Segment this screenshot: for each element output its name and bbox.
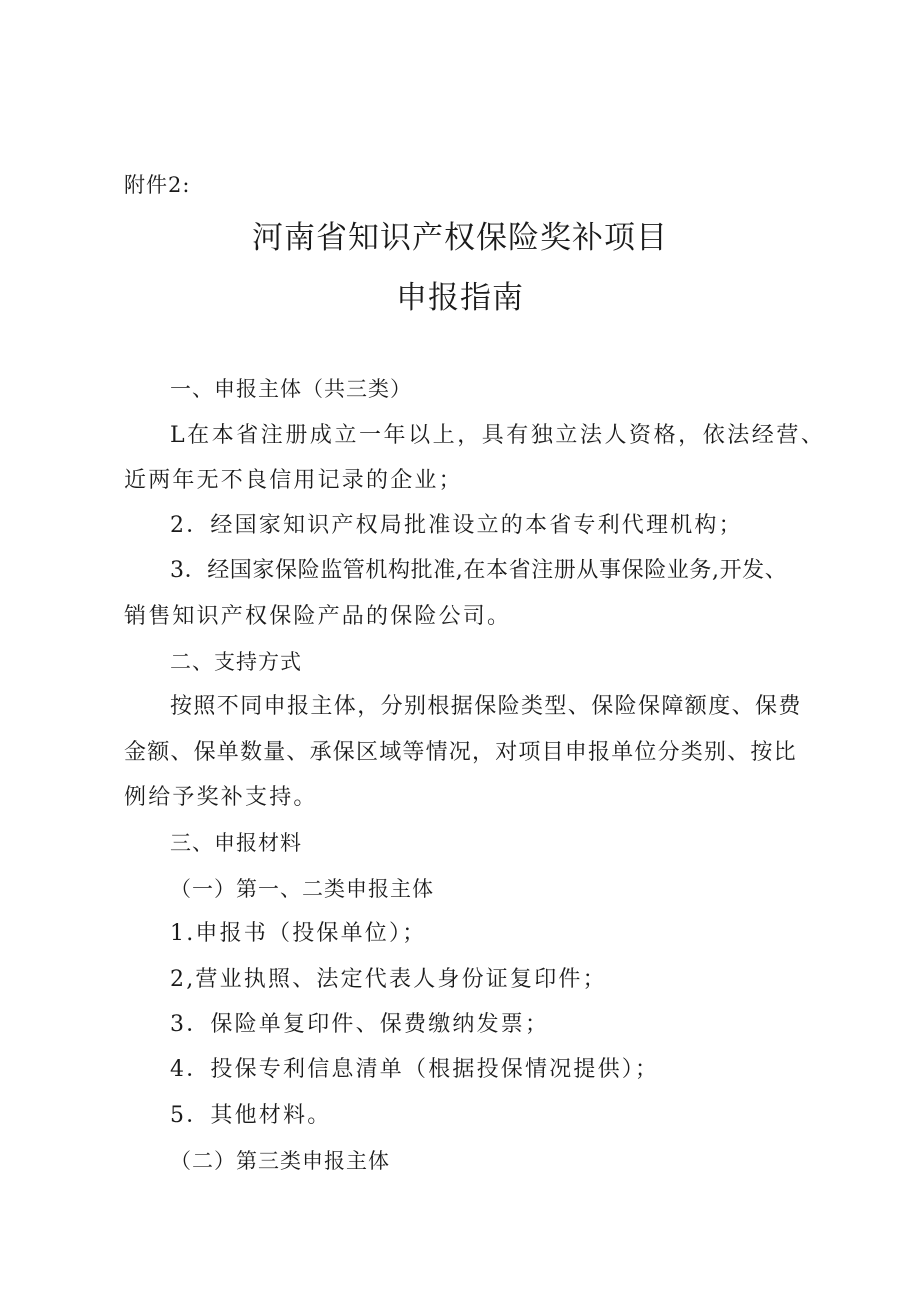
section-1-item-1-line-1 (170, 421, 826, 451)
document-subtitle: 申报指南 (396, 280, 524, 316)
section-3-sub-2-heading: （二）第三类申报主体 (170, 1149, 390, 1173)
section-2-para-line-3: 例给予奖补支持。 (124, 785, 318, 810)
section-3-sub-1-item-2: 2,营业执照、法定代表人身份证复印件； (170, 967, 607, 992)
section-3-sub-1-heading: （一）第一、二类申报主体 (170, 877, 434, 901)
section-3-heading: 三、申报材料 (170, 831, 302, 855)
section-1-heading: 一、申报主体（共三类） (170, 377, 412, 401)
section-1-item-1-text: L在本省注册成立一年以上，具有独立法人资格，依法经营、 (170, 423, 826, 448)
section-2-para-line-2: 金额、保单数量、承保区域等情况，对项目申报单位分类别、按比 (124, 740, 797, 765)
section-1-item-3-line-1: 3．经国家保险监管机构批准,在本省注册从事保险业务,开发、 (170, 558, 788, 583)
attachment-label: 附件2: (124, 173, 191, 197)
section-1-item-1-line-2: 近两年无不良信用记录的企业； (124, 468, 463, 493)
section-2-para-line-1: 按照不同申报主体，分别根据保险类型、保险保障额度、保费 (170, 694, 802, 719)
section-3-sub-1-item-5: 5．其他材料。 (170, 1103, 332, 1128)
section-3-sub-1-item-4: 4．投保专利信息清单（根据投保情况提供）； (170, 1057, 660, 1082)
section-3-sub-1-item-1: 1.申报书（投保单位）； (170, 921, 427, 946)
section-1-item-2: 2．经国家知识产权局批准设立的本省专利代理机构； (170, 513, 743, 538)
section-2-heading: 二、支持方式 (170, 650, 302, 674)
section-1-item-3-line-2: 销售知识产权保险产品的保险公司。 (124, 604, 512, 629)
document-title: 河南省知识产权保险奖补项目 (252, 220, 668, 256)
section-3-sub-1-item-3: 3．保险单复印件、保费缴纳发票； (170, 1012, 550, 1037)
